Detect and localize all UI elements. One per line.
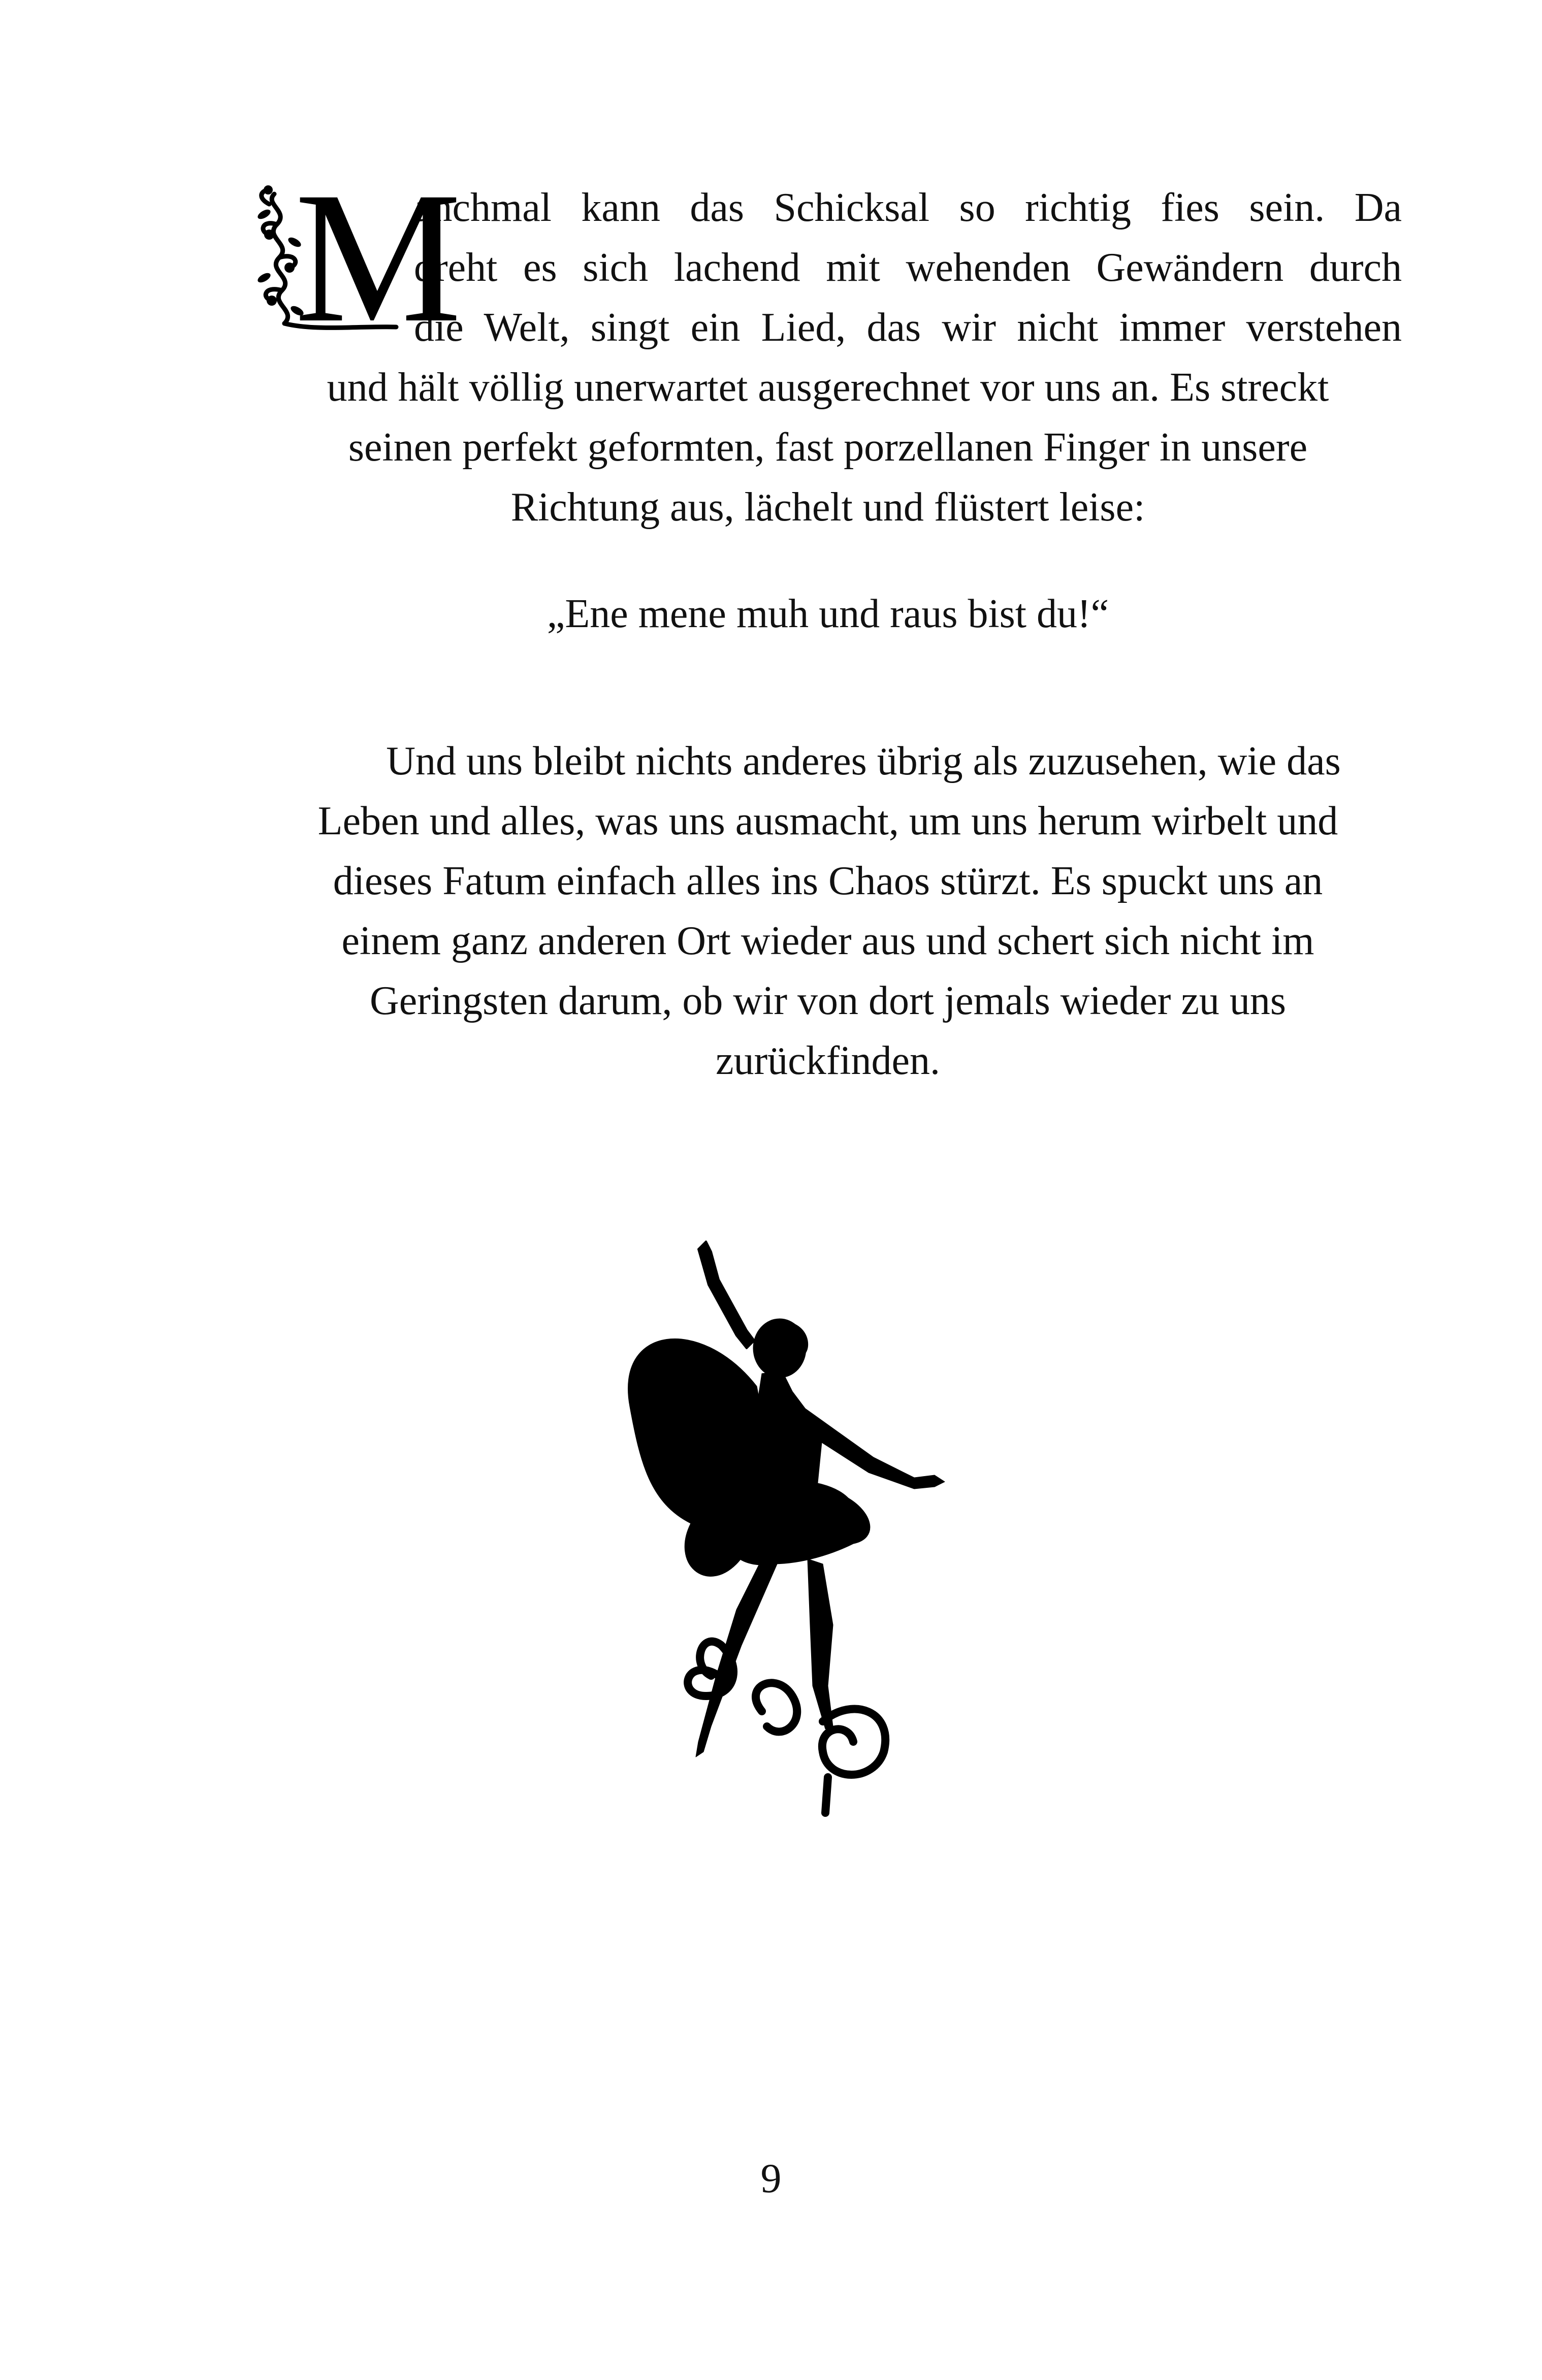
text-line: Leben und alles, was uns ausmacht, um uns herum wirbelt und — [317, 799, 1338, 843]
text-line — [254, 731, 1402, 791]
text-line: dieses Fatum einfach alles ins Chaos stürzt. Es spuckt uns an — [333, 859, 1323, 903]
drop-cap-letter: M — [295, 153, 462, 362]
second-paragraph — [254, 731, 1402, 1091]
text-line: seinen perfekt geformten, fast porzellanen Finger in unsere — [348, 425, 1308, 470]
text-line: dreht es sich lachend mit wehenden Gewändern durch — [414, 245, 1402, 290]
text-line: Richtung aus, lächelt und flüstert leise: — [510, 485, 1145, 530]
drop-cap — [254, 153, 462, 362]
quote-line: „Ene mene muh und raus bist du!“ — [547, 592, 1109, 636]
text-line-content: Und uns bleibt nichts anderes übrig als zuzusehen, wie das — [386, 739, 1341, 784]
text-line: Geringsten darum, ob wir von dort jemals wieder zu uns — [369, 979, 1287, 1023]
text-line: die Welt, singt ein Lied, das wir nicht immer verstehen — [414, 305, 1402, 350]
text-line: anchmal kann das Schicksal so richtig fies sein. Da — [414, 185, 1402, 230]
opening-paragraph — [254, 153, 1402, 537]
text-line: zurückfinden. — [715, 1038, 941, 1083]
fairy-silhouette-icon — [609, 1239, 1016, 1823]
page-number: 9 — [760, 2155, 782, 2201]
text-line: einem ganz anderen Ort wieder aus und schert sich nicht im — [341, 919, 1314, 963]
text-line: und hält völlig unerwartet ausgerechnet vor uns an. Es streckt — [327, 365, 1329, 410]
